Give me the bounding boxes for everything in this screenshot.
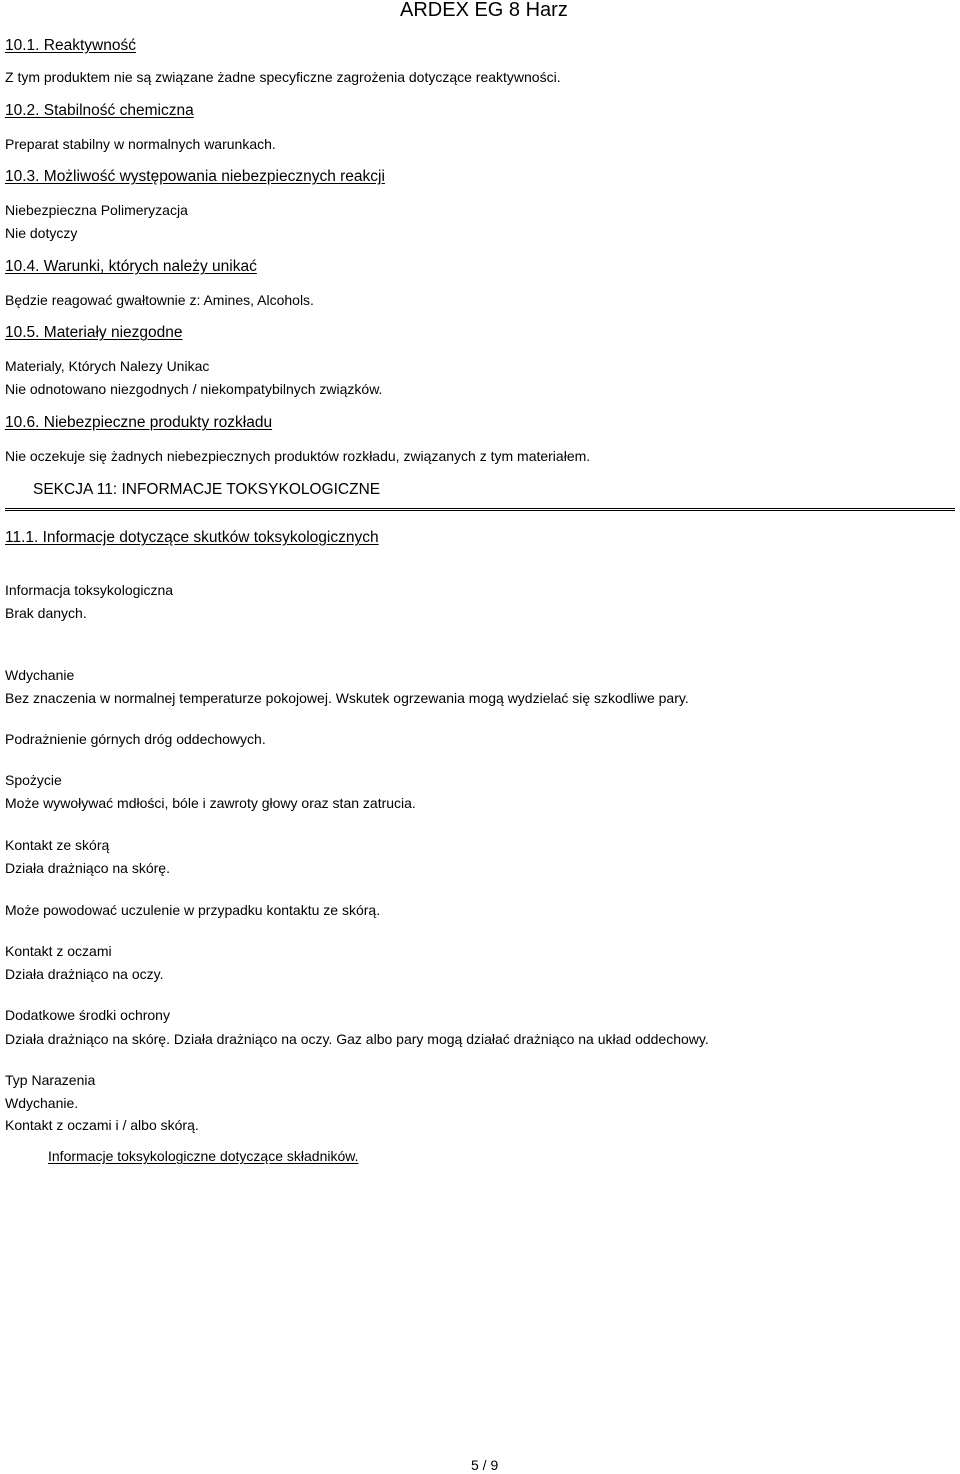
text-exposure-route-2: Kontakt z oczami i / albo skórą. — [5, 1117, 199, 1133]
heading-10-3: 10.3. Możliwość występowania niebezpiecznych reakcji — [5, 168, 385, 185]
text-10-6: Nie oczekuje się żadnych niebezpiecznych produktów rozkładu, związanych z tym materiałem. — [5, 448, 591, 464]
label-skin-contact: Kontakt ze skórą — [5, 837, 110, 853]
label-exposure-route: Typ Narazenia — [5, 1072, 96, 1088]
text-ingestion: Może wywoływać mdłości, bóle i zawroty głowy oraz stan zatrucia. — [5, 795, 416, 811]
document-title: ARDEX EG 8 Harz — [400, 0, 568, 21]
text-skin-contact-2: Może powodować uczulenie w przypadku kontaktu ze skórą. — [5, 902, 381, 918]
text-10-1: Z tym produktem nie są związane żadne specyficzne zagrożenia dotyczące reaktywności. — [5, 69, 561, 85]
components-toxicology-link[interactable]: Informacje toksykologiczne dotyczące składników. — [48, 1148, 359, 1164]
heading-10-2: 10.2. Stabilność chemiczna — [5, 102, 194, 119]
text-eye-contact: Działa drażniąco na oczy. — [5, 966, 164, 982]
heading-10-6: 10.6. Niebezpieczne produkty rozkładu — [5, 414, 273, 431]
label-ingestion: Spożycie — [5, 772, 62, 788]
text-additional-protection: Działa drażniąco na skórę. Działa drażniąco na oczy. Gaz albo pary mogą działać drażniąco na układ oddechowy. — [5, 1031, 709, 1047]
text-10-3: Nie dotyczy — [5, 225, 78, 241]
text-skin-contact-1: Działa drażniąco na skórę. — [5, 860, 170, 876]
label-eye-contact: Kontakt z oczami — [5, 943, 112, 959]
page-number: 5 / 9 — [471, 1457, 499, 1473]
heading-10-1: 10.1. Reaktywność — [5, 37, 136, 54]
text-10-4: Będzie reagować gwałtownie z: Amines, Alcohols. — [5, 292, 314, 308]
label-toxicological-info: Informacja toksykologiczna — [5, 582, 174, 598]
heading-11-1: 11.1. Informacje dotyczące skutków toksykologicznych — [5, 529, 379, 546]
label-inhalation: Wdychanie — [5, 667, 75, 683]
text-exposure-route-1: Wdychanie. — [5, 1095, 79, 1111]
label-additional-protection: Dodatkowe środki ochrony — [5, 1007, 170, 1023]
heading-10-5: 10.5. Materiały niezgodne — [5, 324, 183, 341]
text-toxicological-info: Brak danych. — [5, 605, 87, 621]
label-10-3: Niebezpieczna Polimeryzacja — [5, 202, 188, 218]
text-inhalation-1: Bez znaczenia w normalnej temperaturze pokojowej. Wskutek ogrzewania mogą wydzielać się szkodliwe pary. — [5, 690, 689, 706]
section-11-title: SEKCJA 11: INFORMACJE TOKSYKOLOGICZNE — [33, 481, 381, 498]
text-10-2: Preparat stabilny w normalnych warunkach. — [5, 136, 276, 152]
label-10-5: Materialy, Których Nalezy Unikac — [5, 358, 210, 374]
text-inhalation-2: Podrażnienie górnych dróg oddechowych. — [5, 731, 266, 747]
heading-10-4: 10.4. Warunki, których należy unikać — [5, 258, 257, 275]
text-10-5: Nie odnotowano niezgodnych / niekompatybilnych związków. — [5, 381, 383, 397]
